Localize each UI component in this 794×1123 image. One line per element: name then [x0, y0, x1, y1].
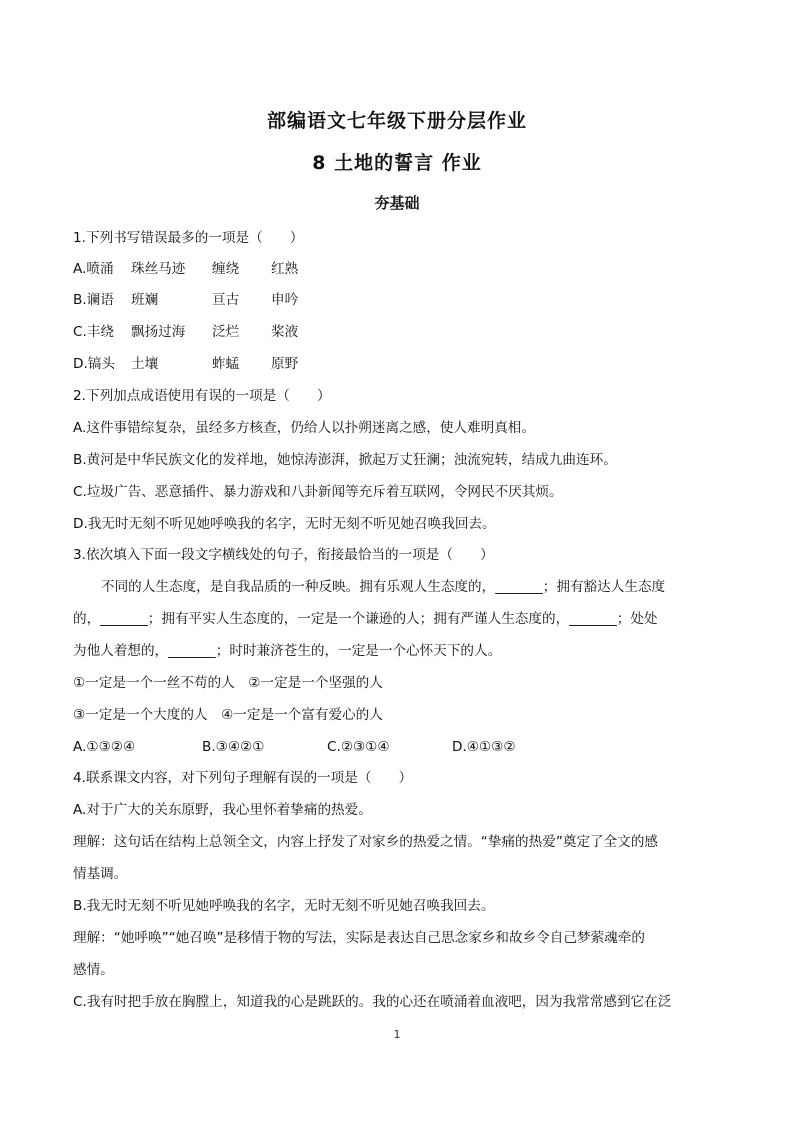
q1-c-word4: 桨液: [271, 324, 299, 340]
q1-stem: 1.下列书写错误最多的一项是（ ）: [73, 230, 304, 246]
q1-d-word4: 原野: [271, 356, 299, 372]
section-title: 夯基础: [374, 194, 420, 212]
q3-stem: 3.依次填入下面一段文字横线处的句子，衔接最恰当的一项是（ ）: [73, 547, 494, 563]
q4-option-a: A.对于广大的关东原野，我心里怀着挚痛的热爱。: [73, 802, 372, 818]
q1-c-word2: 飘扬过海: [131, 324, 186, 340]
q3-passage-line2: 的，_______；拥有平实人生态度的，一定是一个谦逊的人；拥有严谨人生态度的，_______；处处: [73, 611, 658, 627]
q3-passage-line1: 不同的人生态度，是自我品质的一种反映。拥有乐观人生态度的，_______；拥有豁达人生态度: [101, 579, 666, 595]
q1-c-word3: 泛烂: [212, 324, 240, 340]
q4-option-c: C.我有时把手放在胸膛上，知道我的心是跳跃的。我的心还在喷涌着血液吧，因为我常常感到它在泛: [73, 994, 672, 1010]
q1-a-word2: 珠丝马迹: [131, 261, 186, 277]
q3-choice-c: C.②③①④: [327, 739, 390, 755]
q4-b-explanation-line2: 感情。: [73, 962, 114, 978]
q4-b-explanation-line1: 理解：“她呼唤”“她召唤”是移情于物的写法，实际是表达自己思念家乡和故乡令自己梦萦魂牵的: [73, 930, 645, 946]
q2-stem: 2.下列加点成语使用有误的一项是（ ）: [73, 388, 331, 404]
q2-option-a: A.这件事错综复杂，虽经多方核查，仍给人以扑朔迷离之感，使人难明真相。: [73, 420, 535, 436]
q3-sentence-options-2: ③一定是一个大度的人 ④一定是一个富有爱心的人: [73, 707, 383, 723]
q1-d-word3: 蚱蜢: [212, 356, 240, 372]
q2-option-d: D.我无时无刻不听见她呼唤我的名字，无时无刻不听见她召唤我回去。: [73, 516, 496, 532]
lesson-title: 8 土地的誓言 作业: [312, 152, 482, 174]
q4-stem: 4.联系课文内容，对下列句子理解有误的一项是（ ）: [73, 770, 413, 786]
q1-d-word1: D.镐头: [73, 356, 115, 372]
q1-c-word1: C.丰绕: [73, 324, 115, 340]
q1-d-word2: 土壤: [131, 356, 159, 372]
q4-a-explanation-line2: 情基调。: [73, 866, 128, 882]
q3-passage-line3: 为他人着想的，_______；时时兼济苍生的，一定是一个心怀天下的人。: [73, 643, 502, 659]
q1-b-word4: 申吟: [271, 292, 299, 308]
q4-a-explanation-line1: 理解：这句话在结构上总领全文，内容上抒发了对家乡的热爱之情。“挚痛的热爱”奠定了全文的感: [73, 834, 659, 850]
q3-choice-a: A.①③②④: [73, 739, 136, 755]
page-number: 1: [393, 1028, 401, 1041]
q1-b-word1: B.谰语: [73, 292, 114, 308]
q1-a-word3: 缠绕: [212, 261, 240, 277]
q1-b-word3: 亘古: [212, 292, 240, 308]
q3-choice-b: B.③④②①: [202, 739, 265, 755]
q3-choice-d: D.④①③②: [452, 739, 516, 755]
q2-option-c: C.垃圾广告、恶意插件、暴力游戏和八卦新闻等充斥着互联网，令网民不厌其烦。: [73, 484, 563, 500]
document-title: 部编语文七年级下册分层作业: [266, 110, 527, 132]
q1-a-word1: A.喷涌: [73, 261, 114, 277]
q2-option-b: B.黄河是中华民族文化的发祥地，她惊涛澎湃，掀起万丈狂澜；浊流宛转，结成九曲连环。: [73, 452, 617, 468]
q4-option-b: B.我无时无刻不听见她呼唤我的名字，无时无刻不听见她召唤我回去。: [73, 898, 495, 914]
q1-b-word2: 班斓: [131, 292, 159, 308]
q1-a-word4: 红熟: [271, 261, 299, 277]
q3-sentence-options-1: ①一定是一个一丝不苟的人 ②一定是一个坚强的人: [73, 675, 383, 691]
